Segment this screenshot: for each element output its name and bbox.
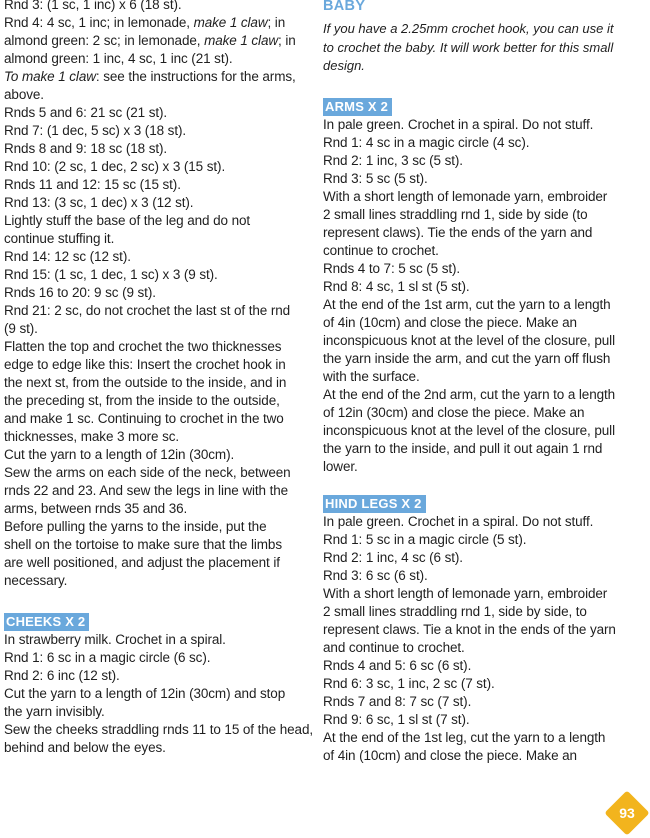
text-line: represent claws. Tie a knot in the ends of the yarn: [323, 621, 616, 637]
text-line: above.: [4, 87, 44, 102]
text-line: almond green: 1 inc, 4 sc, 1 inc (21 st).: [4, 51, 233, 66]
text-line: In strawberry milk. Crochet in a spiral.: [4, 632, 226, 647]
text-line: necessary.: [4, 573, 68, 588]
text-line: Rnds 4 and 5: 6 sc (6 st).: [323, 657, 472, 673]
text-line: lower.: [323, 458, 358, 474]
text-line: inconspicuous knot at the level of the closure, pull: [323, 422, 615, 438]
text-line: Rnd 3: (1 sc, 1 inc) x 6 (18 st).: [4, 0, 182, 12]
text-line: the next st, from the outside to the inside, and in: [4, 375, 287, 390]
section-text: [323, 116, 643, 476]
text-line: Rnds 5 and 6: 21 sc (21 st).: [4, 105, 168, 120]
text-line: Rnd 8: 4 sc, 1 sl st (5 st).: [323, 278, 470, 294]
text-line: Cut the yarn to a length of 12in (30cm) and stop: [4, 686, 286, 701]
text-line: thicknesses, make 3 more sc.: [4, 429, 180, 444]
text-line: Rnd 2: 1 inc, 4 sc (6 st).: [323, 549, 463, 565]
text-line: Before pulling the yarns to the inside, put the: [4, 519, 267, 534]
text-line: Lightly stuff the base of the leg and do not: [4, 213, 251, 228]
text-line: to crochet the baby. It will work better for this small: [323, 39, 614, 55]
page-number: 93: [619, 805, 635, 821]
text-line: of 12in (30cm) and close the piece. Make an: [323, 404, 585, 420]
text-line: In pale green. Crochet in a spiral. Do not stuff.: [323, 513, 594, 529]
text-line: If you have a 2.25mm crochet hook, you can use it: [323, 21, 614, 36]
text-line: the preceding st, from the inside to the outside,: [4, 393, 280, 408]
page-number-badge: [604, 790, 650, 836]
text-line: Rnds 4 to 7: 5 sc (5 st).: [323, 260, 461, 276]
text-line: and continue to crochet.: [323, 639, 465, 655]
text-line: At the end of the 1st leg, cut the yarn to a length: [323, 729, 606, 745]
text-line: Rnd 2: 1 inc, 3 sc (5 st).: [323, 152, 463, 168]
text-line: Rnds 7 and 8: 7 sc (7 st).: [323, 693, 472, 709]
left-column: [4, 0, 314, 757]
text-line: Rnd 6: 3 sc, 1 inc, 2 sc (7 st).: [323, 675, 495, 691]
text-line: are well positioned, and adjust the placement if: [4, 555, 280, 570]
text-line: Rnds 16 to 20: 9 sc (9 st).: [4, 285, 156, 300]
text-line: and make 1 sc. Continuing to crochet in the two: [4, 411, 284, 426]
text-line: Rnds 11 and 12: 15 sc (15 st).: [4, 177, 181, 192]
text-line: inconspicuous knot at the level of the closure, pull: [323, 332, 615, 348]
pattern-text: [4, 0, 304, 590]
text-line: continue stuffing it.: [4, 231, 115, 246]
text-line: Rnd 14: 12 sc (12 st).: [4, 249, 131, 264]
section-text: [4, 631, 314, 757]
section-text: [323, 513, 643, 765]
text-line: In pale green. Crochet in a spiral. Do not stuff.: [323, 116, 594, 132]
text-line: the yarn to the inside, and pull it out again 1 rnd: [323, 440, 603, 456]
text-line: Sew the arms on each side of the neck, between: [4, 465, 291, 480]
section-baby: [323, 0, 643, 76]
section-hind-legs: [323, 495, 643, 765]
right-column: [323, 0, 643, 765]
text-line: Rnd 7: (1 dec, 5 sc) x 3 (18 st).: [4, 123, 187, 138]
text-line: of 4in (10cm) and close the piece. Make an: [323, 747, 577, 763]
text-line: design.: [323, 58, 365, 73]
text-line: the yarn invisibly.: [4, 704, 105, 719]
section-heading: CHEEKS X 2: [4, 613, 89, 631]
text-line: arms, between rnds 35 and 36.: [4, 501, 188, 516]
text-line: Rnd 1: 5 sc in a magic circle (5 st).: [323, 531, 527, 547]
section-title: BABY: [323, 0, 366, 14]
text-line: Rnd 1: 4 sc in a magic circle (4 sc).: [323, 134, 530, 150]
text-line: rnds 22 and 23. And sew the legs in line with the: [4, 483, 289, 498]
text-line: Sew the cheeks straddling rnds 11 to 15 of the head,: [4, 722, 314, 737]
text-line: Flatten the top and crochet the two thicknesses: [4, 339, 282, 354]
section-cheeks: [4, 613, 314, 757]
text-line: Cut the yarn to a length of 12in (30cm).: [4, 447, 235, 462]
text-line: With a short length of lemonade yarn, embroider: [323, 585, 608, 601]
text-line: Rnd 3: 5 sc (5 st).: [323, 170, 428, 186]
text-line: With a short length of lemonade yarn, embroider: [323, 188, 608, 204]
text-line: the yarn inside the arm, and cut the yarn off flush: [323, 350, 611, 366]
text-line: with the surface.: [323, 368, 420, 384]
text-line: shell on the tortoise to make sure that the limbs: [4, 537, 282, 552]
text-line: almond green: 2 sc; in lemonade, make 1 claw; in: [4, 33, 296, 48]
text-line: To make 1 claw: see the instructions for the arms,: [4, 69, 296, 84]
text-line: continue to crochet.: [323, 242, 439, 258]
text-line: Rnds 8 and 9: 18 sc (18 st).: [4, 141, 168, 156]
text-line: Rnd 4: 4 sc, 1 inc; in lemonade, make 1 claw; in: [4, 15, 286, 30]
text-line: of 4in (10cm) and close the piece. Make an: [323, 314, 577, 330]
text-line: represent claws). Tie the ends of the yarn and: [323, 224, 593, 240]
text-line: (9 st).: [4, 321, 38, 336]
text-line: At the end of the 2nd arm, cut the yarn to a length: [323, 386, 616, 402]
text-line: edge to edge like this: Insert the crochet hook in: [4, 357, 286, 372]
text-line: Rnd 13: (3 sc, 1 dec) x 3 (12 st).: [4, 195, 194, 210]
text-line: Rnd 2: 6 inc (12 st).: [4, 668, 120, 683]
text-line: Rnd 10: (2 sc, 1 dec, 2 sc) x 3 (15 st).: [4, 159, 226, 174]
baby-note: [323, 20, 643, 76]
text-line: At the end of the 1st arm, cut the yarn to a length: [323, 296, 611, 312]
text-line: 2 small lines straddling rnd 1, side by side, to: [323, 603, 587, 619]
text-line: Rnd 9: 6 sc, 1 sl st (7 st).: [323, 711, 470, 727]
text-line: behind and below the eyes.: [4, 740, 166, 755]
section-heading: HIND LEGS X 2: [323, 495, 426, 513]
text-line: Rnd 3: 6 sc (6 st).: [323, 567, 428, 583]
section-arms: [323, 98, 643, 476]
text-line: Rnd 1: 6 sc in a magic circle (6 sc).: [4, 650, 211, 665]
text-line: Rnd 21: 2 sc, do not crochet the last st of the rnd: [4, 303, 291, 318]
text-line: Rnd 15: (1 sc, 1 dec, 1 sc) x 3 (9 st).: [4, 267, 218, 282]
text-line: 2 small lines straddling rnd 1, side by side (to: [323, 206, 588, 222]
section-heading: ARMS X 2: [323, 98, 392, 116]
